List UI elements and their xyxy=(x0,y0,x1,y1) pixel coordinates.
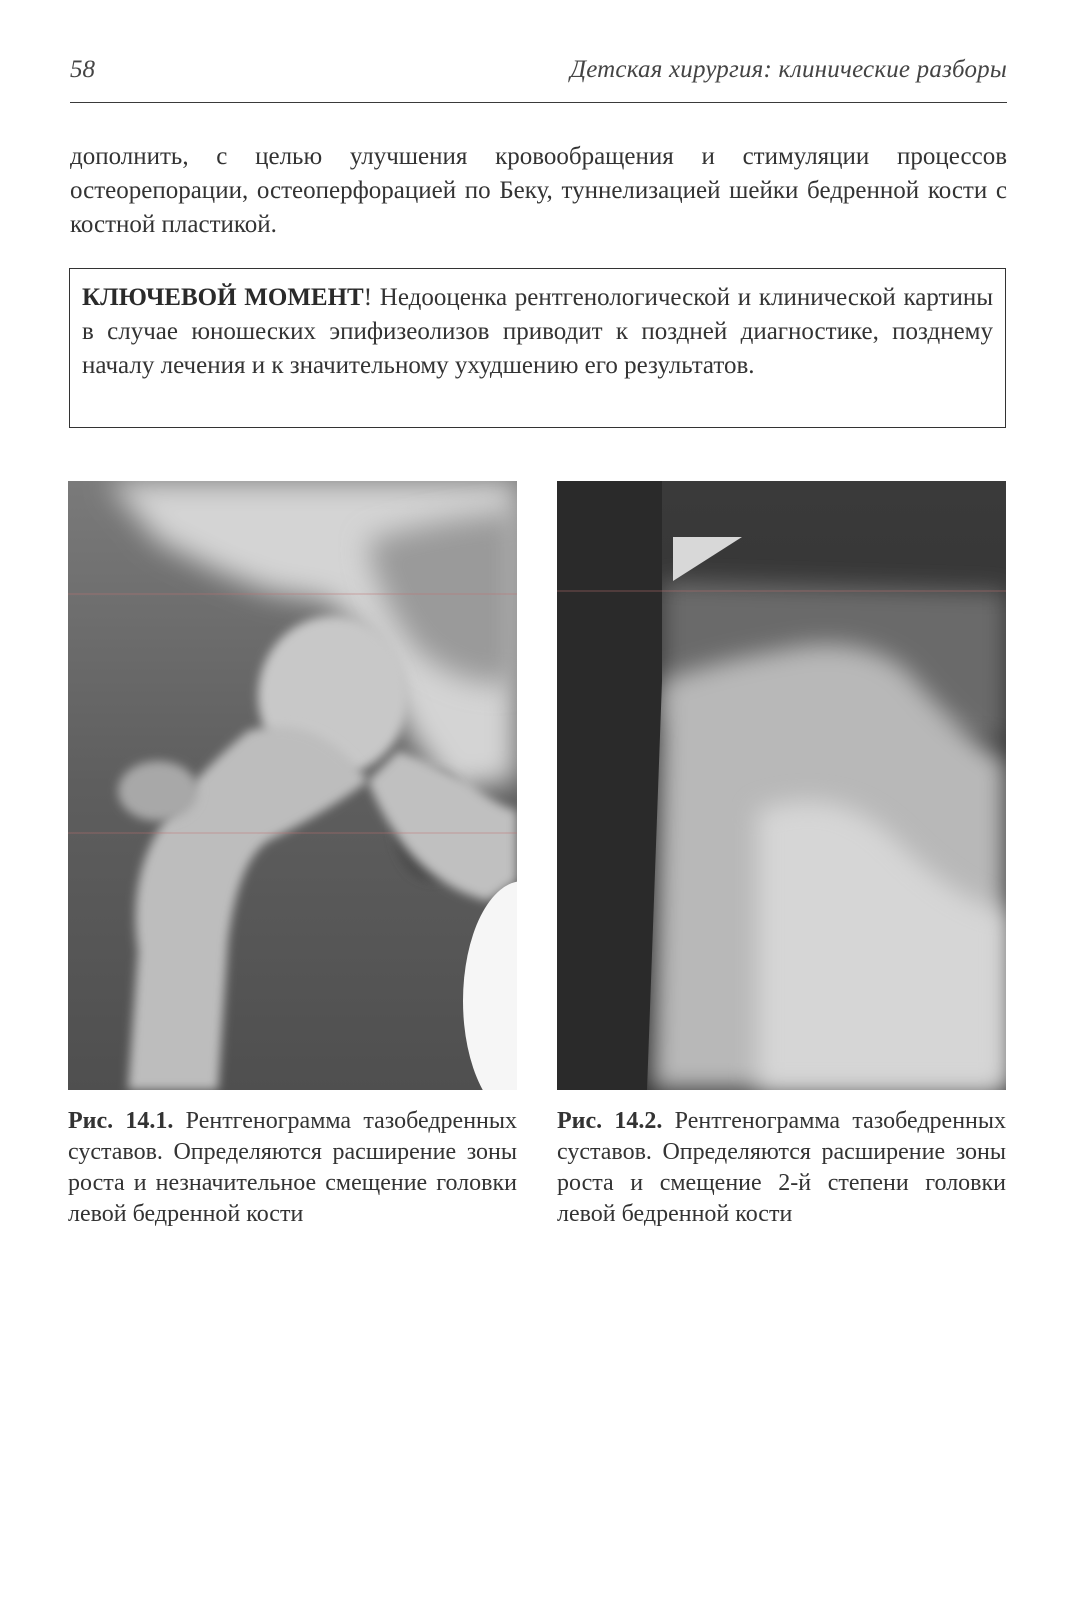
xray-hip-image-1 xyxy=(68,481,517,1090)
figure-14-2-caption xyxy=(557,1106,1006,1230)
figure-14-2-xray xyxy=(557,481,1006,1090)
figure-14-1-xray xyxy=(68,481,517,1090)
figure-14-1-caption-text: Рентгенограмма тазобедренных суставов. Определяются расширение зоны роста и незначительное смещение головки левой бедренной кости xyxy=(68,1108,518,1227)
figure-14-1-caption xyxy=(68,1106,517,1230)
key-point-body: Недооценка рентгенологической и клинической картины в случае юношеских эпифизеолизов приводит к поздней диагностике, позднему началу лечения и к значительному ухудшению его результатов. xyxy=(82,284,993,379)
xray-hip-image-2 xyxy=(557,481,1006,1090)
page-number: 58 xyxy=(70,56,95,83)
key-point-label: КЛЮЧЕВОЙ МОМЕНТ xyxy=(82,284,364,311)
figure-14-2-label: Рис. 14.2. xyxy=(557,1108,663,1134)
page-header xyxy=(70,56,1007,103)
key-point-mark: ! xyxy=(363,284,373,311)
key-point-box xyxy=(69,268,1006,428)
running-title: Детская хирургия: клинические разборы xyxy=(570,56,1007,83)
figure-14-1-label: Рис. 14.1. xyxy=(68,1108,174,1134)
figure-14-2-caption-text: Рентгенограмма тазобедренных суставов. Определяются расширение зоны роста и смещение 2-й степени головки левой бедренной кости xyxy=(557,1108,1007,1227)
body-paragraph: дополнить, с целью улучшения кровообращения и стимуляции процессов остеорепорации, остеоперфорацией по Беку, туннелизацией шейки бедренной кости с костной пластикой. xyxy=(70,143,1007,238)
key-point-text xyxy=(82,281,993,383)
